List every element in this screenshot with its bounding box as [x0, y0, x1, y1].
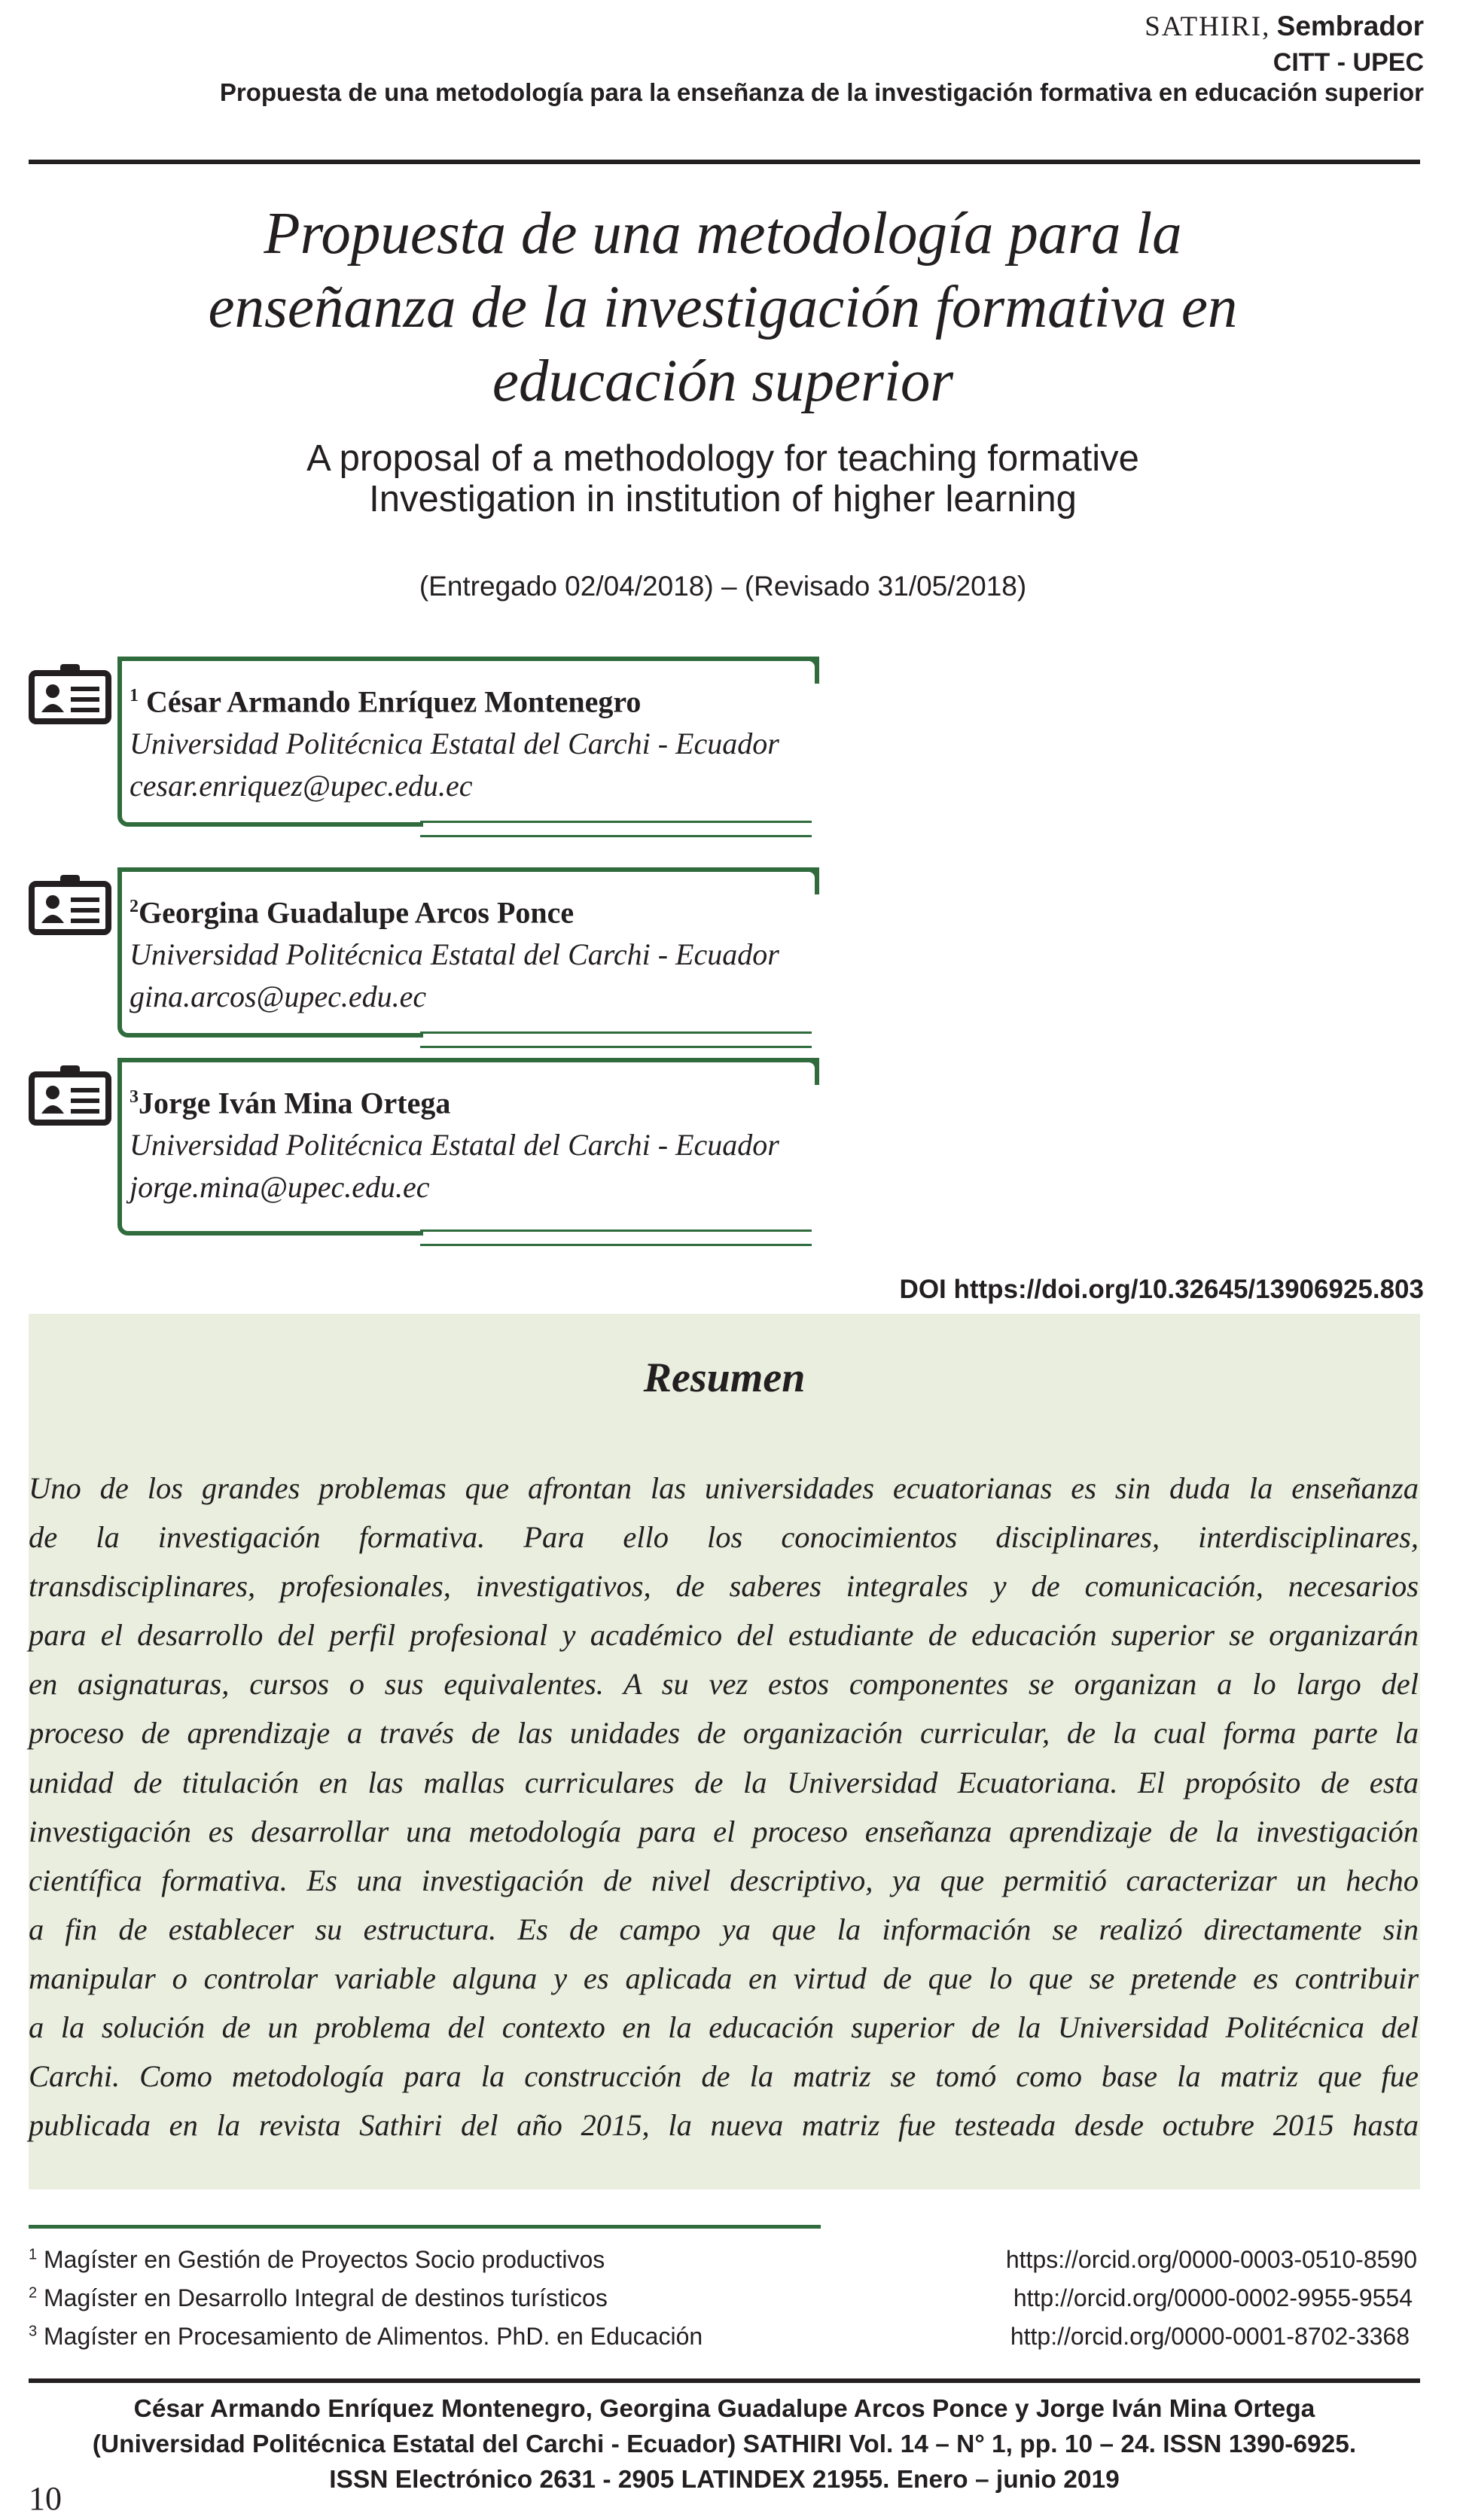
author-email[interactable]: gina.arcos@upec.edu.ec [130, 980, 427, 1014]
author-card [29, 1058, 825, 1246]
abstract-line: Uno de los grandes problemas que afrontan las universidades ecuatorianas es sin duda la enseñanza [29, 1471, 1419, 1505]
abstract-line: a la solución de un problema del contexto en la educación superior de la Universidad Politécnica del [29, 2010, 1419, 2045]
page-number: 10 [29, 2480, 62, 2517]
abstract-line: para el desarrollo del perfil profesional y académico del estudiante de educación superior se organizarán [29, 1618, 1419, 1653]
footnote: $^1$ Magíster en Gestión de Proyectos Socio productivos [29, 2246, 605, 2273]
orcid-link[interactable]: http://orcid.org/0000-0001-8702-3368 [1010, 2323, 1410, 2350]
abstract-line: transdisciplinares, profesionales, investigativos, de saberes integrales y de comunicación, necesarios [29, 1569, 1419, 1604]
citation-footer-line: (Universidad Politécnica Estatal del Carchi - Ecuador) SATHIRI Vol. 14 – N° 1, pp. 10 – 24. ISSN 1390-6925. [92, 2430, 1357, 2458]
article-title-es: Propuesta de una metodología para la enseñanza de la investigación formativa en educación superior [208, 201, 1238, 414]
footnote-rule [29, 2225, 821, 2229]
footer-rule [29, 2378, 1420, 2383]
author-name: $^2$Georgina Guadalupe Arcos Ponce [130, 895, 575, 930]
footnote: $^3$ Magíster en Procesamiento de Alimentos. PhD. en Educación [29, 2323, 703, 2350]
abstract-line: manipular o controlar variable alguna y es aplicada en virtud de que lo que se pretende es contribuir [29, 1961, 1419, 1995]
abstract-line: de la investigación formativa. Para ello los conocimientos disciplinares, interdisciplinares, [29, 1520, 1419, 1555]
author-email[interactable]: jorge.mina@upec.edu.ec [130, 1170, 430, 1205]
abstract-body [29, 1464, 1419, 2150]
citation-footer-line: César Armando Enríquez Montenegro, Georgina Guadalupe Arcos Ponce y Jorge Iván Mina Ortega [133, 2395, 1315, 2423]
author-email[interactable]: cesar.enriquez@upec.edu.ec [130, 769, 473, 803]
footnote: $^2$ Magíster en Desarrollo Integral de destinos turísticos [29, 2284, 608, 2311]
author-card [29, 657, 825, 837]
abstract-line: en asignaturas, cursos o sus equivalentes. A su vez estos componentes se organizan a lo largo del [29, 1667, 1419, 1702]
id-card-icon [29, 663, 111, 724]
author-affiliation: Universidad Politécnica Estatal del Carchi - Ecuador [130, 727, 779, 761]
orcid-link[interactable]: http://orcid.org/0000-0002-9955-9554 [1013, 2284, 1413, 2311]
author-affiliation: Universidad Politécnica Estatal del Carchi - Ecuador [130, 937, 779, 972]
header-rule [29, 160, 1420, 164]
running-header-journal: SATHIRI, Sembrador [1145, 11, 1424, 42]
abstract-line: investigación es desarrollar una metodología para el proceso enseñanza aprendizaje de la investigación [29, 1814, 1419, 1848]
doi-link[interactable]: DOI https://doi.org/10.32645/13906925.803 [899, 1275, 1424, 1304]
abstract-heading: Resumen [643, 1354, 806, 1401]
id-card-icon [29, 873, 111, 935]
article-title-en: A proposal of a methodology for teaching formative Investigation in institution of higher learning [306, 438, 1139, 520]
author-affiliation: Universidad Politécnica Estatal del Carchi - Ecuador [130, 1128, 779, 1162]
citation-footer-line: ISSN Electrónico 2631 - 2905 LATINDEX 21955. Enero – junio 2019 [329, 2466, 1120, 2494]
running-header-institution: CITT - UPEC [1273, 48, 1424, 77]
abstract-line: publicada en la revista Sathiri del año 2015, la nueva matriz fue testeada desde octubre 2015 hasta [29, 2108, 1419, 2143]
author-name: $^3$Jorge Iván Mina Ortega [130, 1086, 451, 1120]
author-card [29, 867, 825, 1048]
abstract-line: a fin de establecer su estructura. Es de campo ya que la información se realizó directamente sin [29, 1912, 1419, 1946]
id-card-icon [29, 1064, 111, 1126]
abstract-line: Carchi. Como metodología para la construcción de la matriz se tomó como base la matriz que fue [29, 2059, 1419, 2094]
submission-dates: (Entregado 02/04/2018) – (Revisado 31/05/2018) [419, 571, 1027, 602]
running-header-article-title: Propuesta de una metodología para la enseñanza de la investigación formativa en educación superior [219, 78, 1424, 106]
author-name: $^1$ César Armando Enríquez Montenegro [130, 684, 642, 719]
orcid-link[interactable]: https://orcid.org/0000-0003-0510-8590 [1005, 2246, 1417, 2273]
abstract-line: unidad de titulación en las mallas curriculares de la Universidad Ecuatoriana. El propósito de esta [29, 1765, 1419, 1799]
abstract-line: científica formativa. Es una investigación de nivel descriptivo, ya que permitió caracterizar un hecho [29, 1863, 1419, 1897]
abstract-line: proceso de aprendizaje a través de las unidades de organización curricular, de la cual forma parte la [29, 1716, 1419, 1751]
